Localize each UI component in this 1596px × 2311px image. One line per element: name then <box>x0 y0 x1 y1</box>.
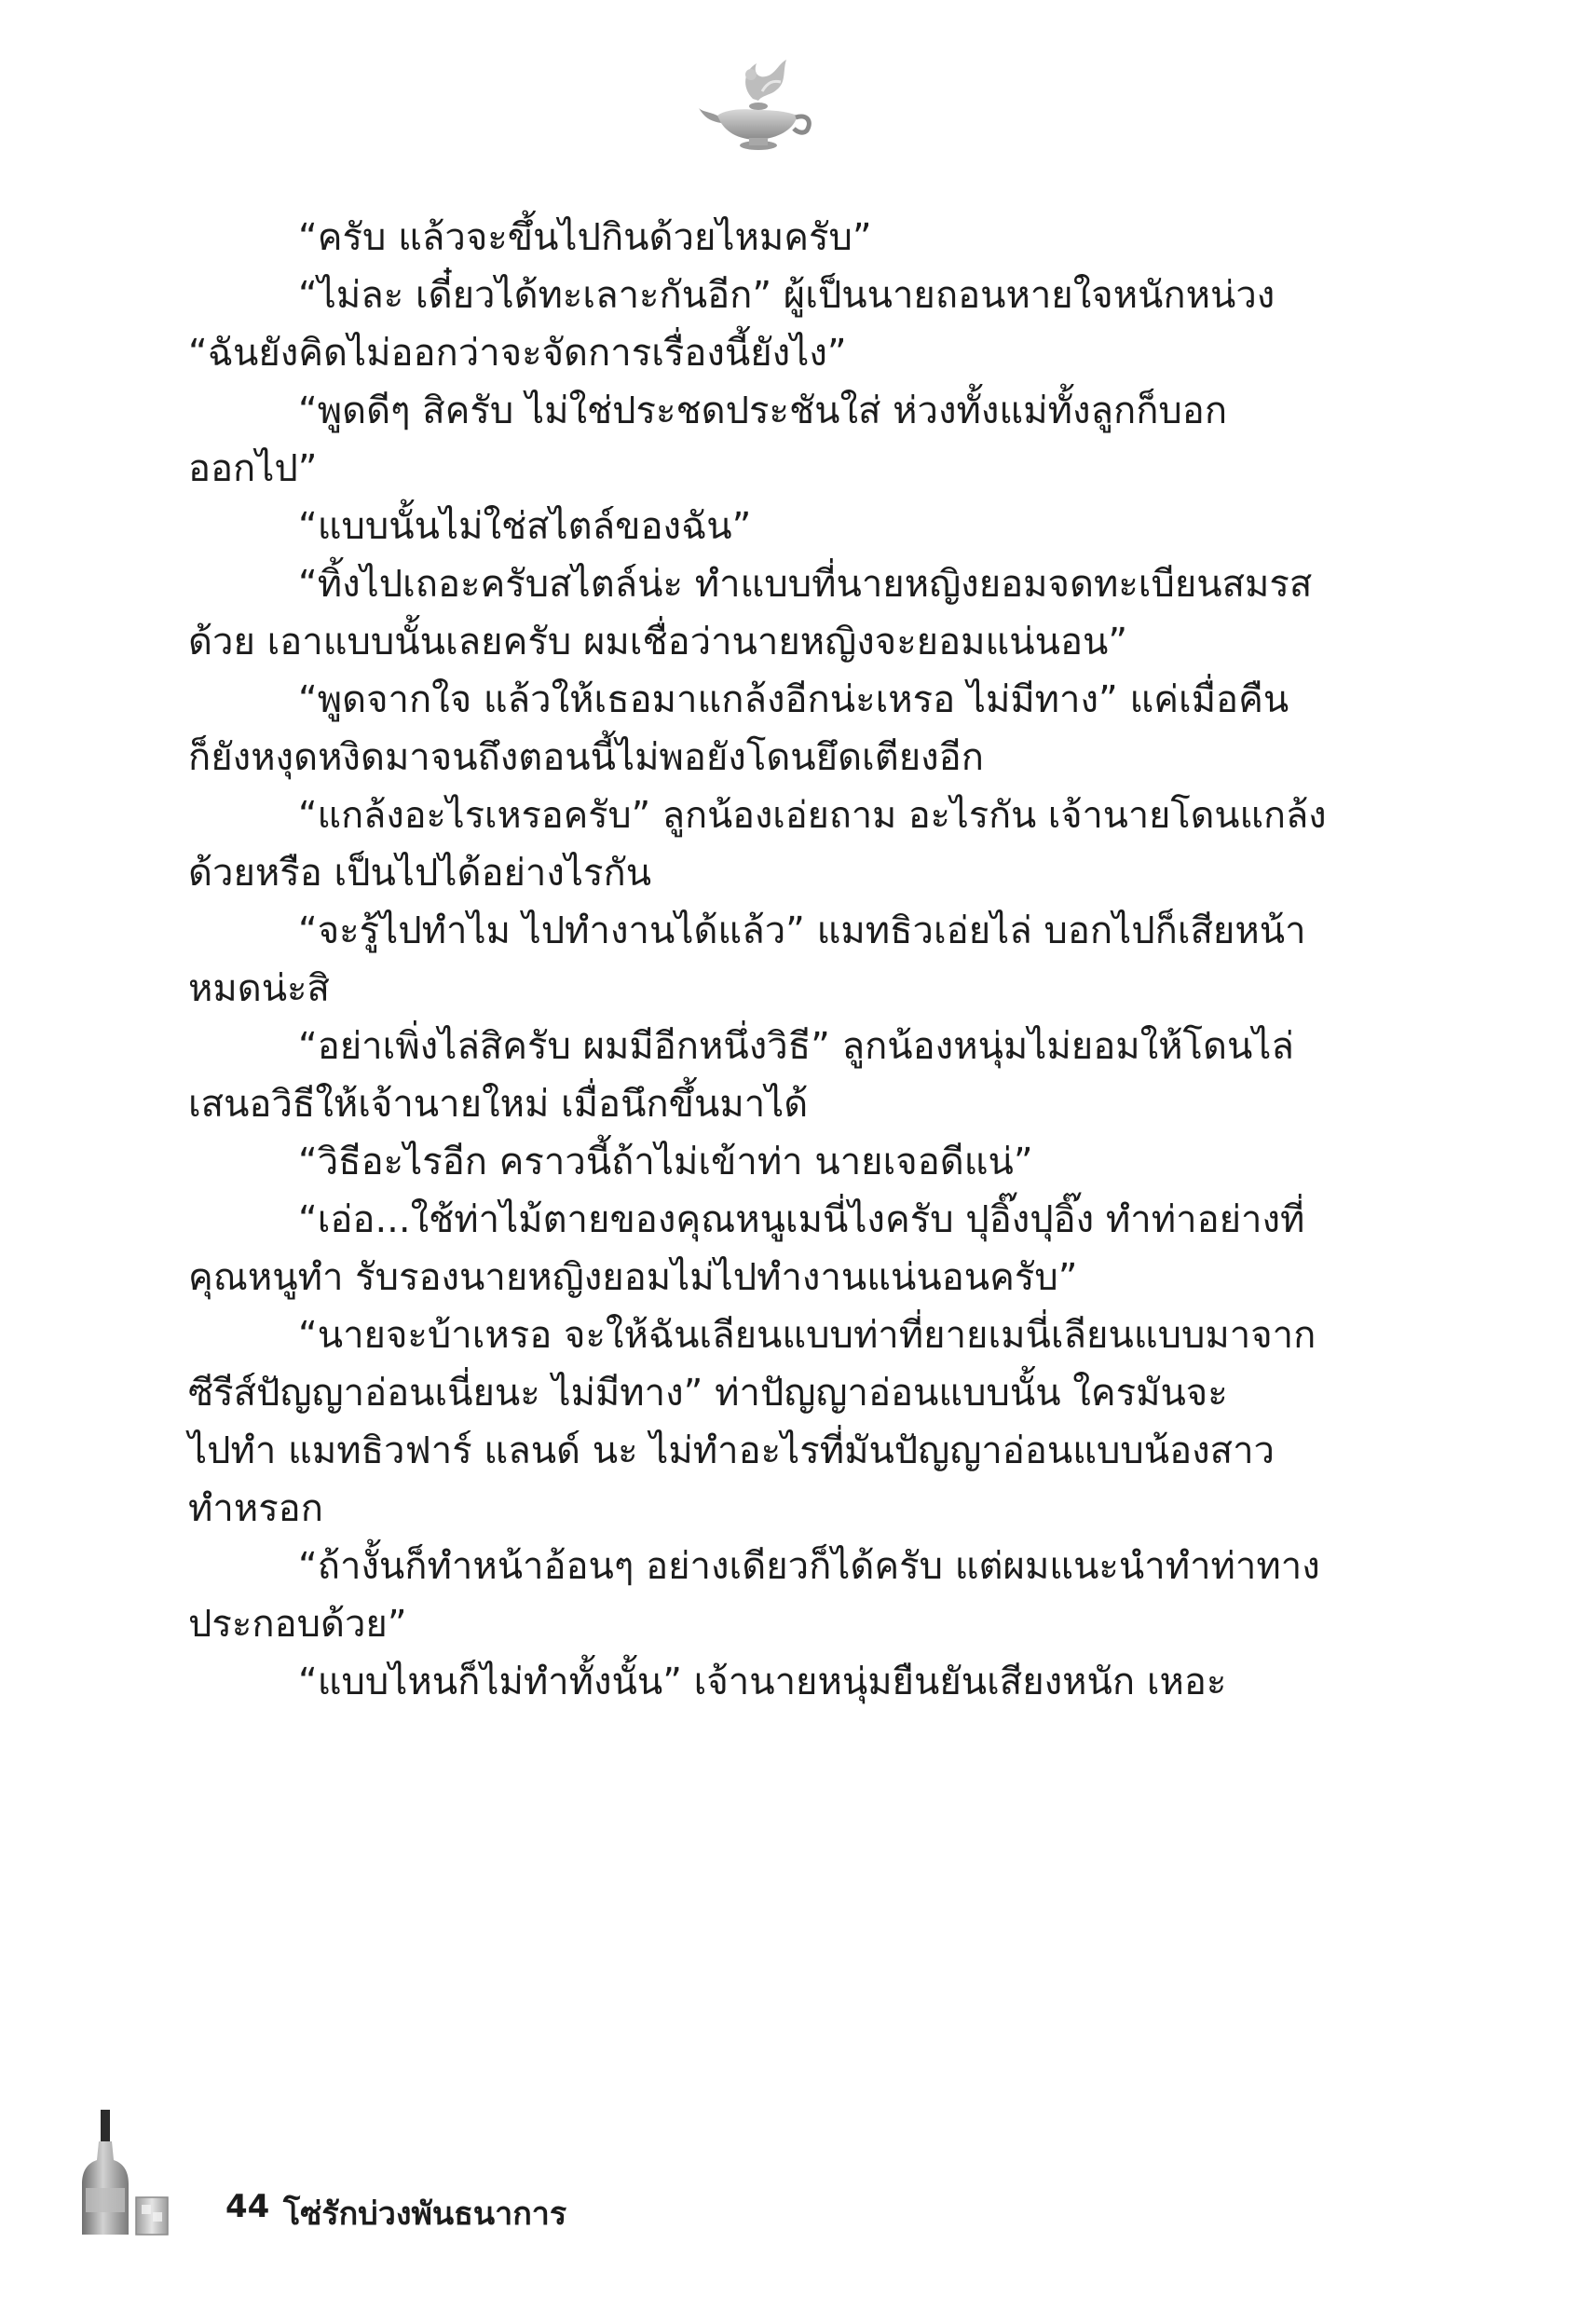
text-line: ก็ยังหงุดหงิดมาจนถึงตอนนี้ไม่พอยังโดนยึดเตียงอีก <box>188 736 984 779</box>
paragraph <box>188 267 1327 382</box>
text-line: ออกไป” <box>188 447 318 490</box>
paragraph <box>188 555 1327 671</box>
paragraph <box>188 786 1327 902</box>
text-line: “แบบไหนก็ไม่ทำทั้งนั้น” เจ้านายหนุ่มยืนยันเสียงหนัก เหอะ <box>298 1661 1227 1703</box>
text-line: “เอ่อ...ใช้ท่าไม้ตายของคุณหนูเมนี่ไงครับ ปุอิ๊งปุอิ๊ง ทำท่าอย่างที่ <box>298 1198 1305 1241</box>
paragraph <box>188 209 1327 267</box>
text-line: “ไม่ละ เดี๋ยวได้ทะเลาะกันอีก” ผู้เป็นนายถอนหายใจหนักหน่วง <box>298 274 1275 317</box>
text-line: “นายจะบ้าเหรอ จะให้ฉันเลียนแบบท่าที่ยายเมนี่เลียนแบบมาจาก <box>298 1314 1316 1357</box>
text-line: ซีรีส์ปัญญาอ่อนเนี่ยนะ ไม่มีทาง” ท่าปัญญาอ่อนแบบนั้น ใครมันจะ <box>188 1372 1228 1415</box>
text-line: หมดน่ะสิ <box>188 967 330 1010</box>
text-line: “ฉันยังคิดไม่ออกว่าจะจัดการเรื่องนี้ยังไง” <box>188 332 847 375</box>
text-line: ทำหรอก <box>188 1487 323 1530</box>
magic-lamp-with-genie-icon <box>697 54 818 157</box>
text-line: “ทิ้งไปเถอะครับสไตล์น่ะ ทำแบบที่นายหญิงยอมจดทะเบียนสมรส <box>298 563 1313 606</box>
text-line: “อย่าเพิ่งไล่สิครับ ผมมีอีกหนึ่งวิธี” ลูกน้องหนุ่มไม่ยอมให้โดนไล่ <box>298 1025 1294 1068</box>
paragraph <box>188 498 1327 555</box>
text-line: “วิธีอะไรอีก คราวนี้ถ้าไม่เข้าท่า นายเจอดีแน่” <box>298 1141 1033 1183</box>
paragraph <box>188 1653 1327 1711</box>
text-line: “พูดจากใจ แล้วให้เธอมาแกล้งอีกน่ะเหรอ ไม่มีทาง” แค่เมื่อคืน <box>298 678 1289 721</box>
paragraph <box>188 1306 1327 1538</box>
text-line: “ครับ แล้วจะขึ้นไปกินด้วยไหมครับ” <box>298 216 872 259</box>
text-line: คุณหนูทำ รับรองนายหญิงยอมไม่ไปทำงานแน่นอนครับ” <box>188 1256 1078 1299</box>
text-line: “แบบนั้นไม่ใช่สไตล์ของฉัน” <box>298 505 752 548</box>
book-title: โซ่รักบ่วงพันธนาการ <box>283 2195 567 2233</box>
bottle-and-glass-icon <box>76 2108 216 2238</box>
text-line: เสนอวิธีให้เจ้านายใหม่ เมื่อนึกขึ้นมาได้ <box>188 1083 809 1126</box>
text-line: ด้วยหรือ เป็นไปได้อย่างไรกัน <box>188 852 652 895</box>
text-line: “แกล้งอะไรเหรอครับ” ลูกน้องเอ่ยถาม อะไรกัน เจ้านายโดนแกล้ง <box>298 794 1327 837</box>
paragraph <box>188 902 1327 1018</box>
paragraph <box>188 671 1327 786</box>
story-text <box>188 209 1327 1711</box>
paragraph <box>188 1133 1327 1191</box>
text-line: “พูดดีๆ สิครับ ไม่ใช่ประชดประชันใส่ ห่วงทั้งแม่ทั้งลูกก็บอก <box>298 390 1228 432</box>
paragraph <box>188 382 1327 498</box>
text-line: ไปทำ แมทธิวฟาร์ แลนด์ นะ ไม่ทำอะไรที่มันปัญญาอ่อนแบบน้องสาว <box>188 1429 1275 1472</box>
text-line: “จะรู้ไปทำไม ไปทำงานได้แล้ว” แมทธิวเอ่ยไล่ บอกไปก็เสียหน้า <box>298 909 1306 952</box>
paragraph <box>188 1538 1327 1653</box>
text-line: ด้วย เอาแบบนั้นเลยครับ ผมเชื่อว่านายหญิงจะยอมแน่นอน” <box>188 621 1128 663</box>
paragraph <box>188 1191 1327 1306</box>
page-footer <box>76 2108 729 2238</box>
text-line: “ถ้างั้นก็ทำหน้าอ้อนๆ อย่างเดียวก็ได้ครับ แต่ผมแนะนำทำท่าทาง <box>298 1545 1320 1588</box>
page-number: 44 <box>225 2188 270 2225</box>
paragraph <box>188 1018 1327 1133</box>
text-line: ประกอบด้วย” <box>188 1603 407 1646</box>
